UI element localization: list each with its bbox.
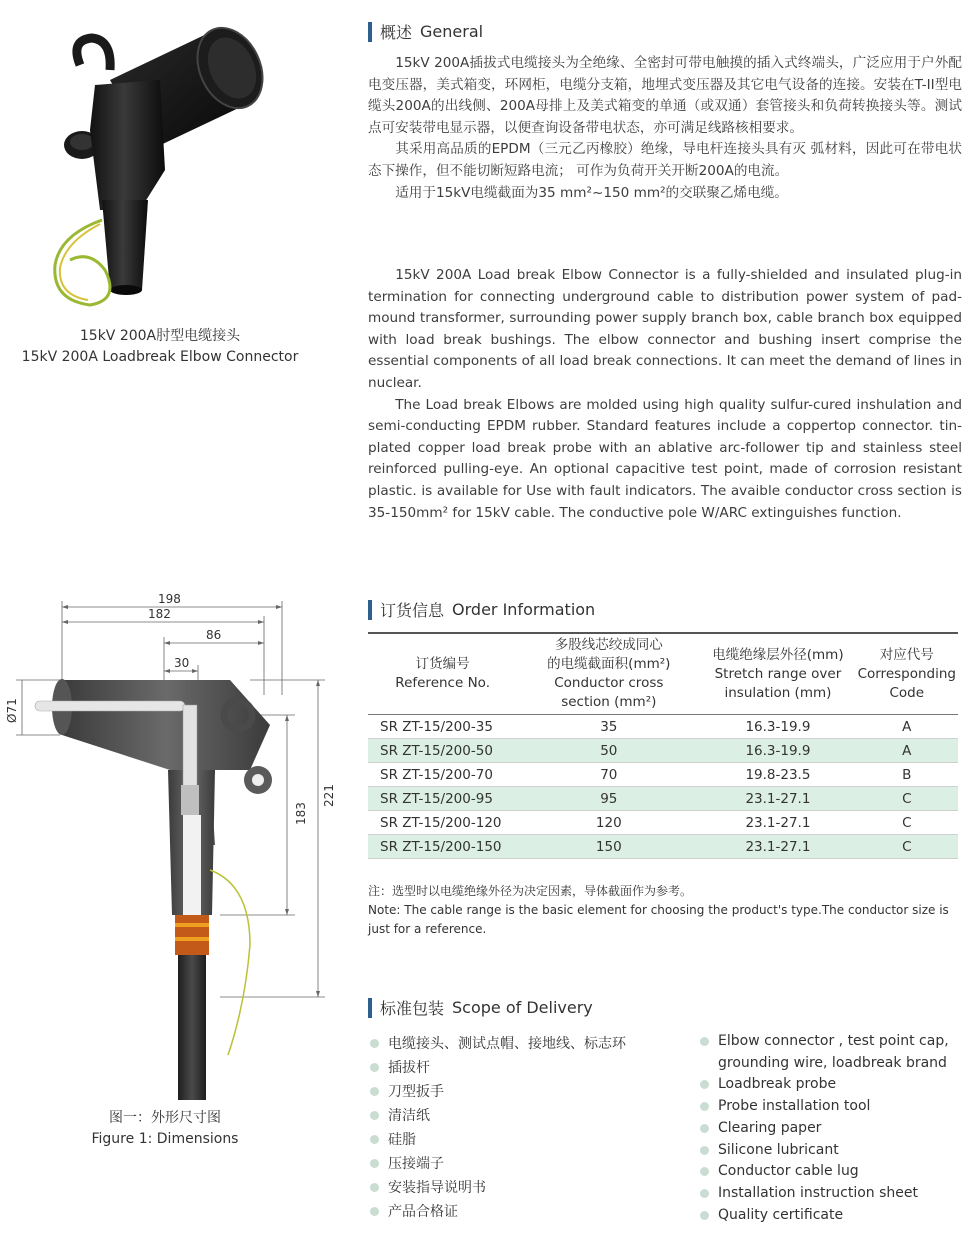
cell-cross: 50 bbox=[517, 739, 700, 763]
cell-code: C bbox=[856, 811, 958, 835]
bullet-icon bbox=[370, 1207, 379, 1216]
cell-code: C bbox=[856, 835, 958, 859]
dim-30: 30 bbox=[174, 656, 190, 670]
general-cn-p1: 15kV 200A插拔式电缆接头为全绝缘、全密封可带电触摸的插入式终端头，广泛应用于户外配电变压器，美式箱变，环网柜，电缆分支箱，地埋式变压器及其它电气设备的连接。安装在T-II型电缆头200A的出线侧、200A母排上及美式箱变的单通（或双通）套管接头和负荷转换接头等。测试点可安装带电显示器，以便查询设备带电状态，亦可满足线路核相要求。 bbox=[368, 55, 962, 136]
bullet-icon bbox=[700, 1211, 709, 1220]
col-code-en1: Corresponding bbox=[857, 665, 956, 682]
dimension-drawing bbox=[0, 585, 350, 1105]
bullet-icon bbox=[370, 1111, 379, 1120]
order-note-en: Note: The cable range is the basic element for choosing the product's type.The conductor size is just for a reference. bbox=[368, 903, 949, 936]
table-row bbox=[368, 787, 958, 811]
list-item-text: Clearing paper bbox=[718, 1119, 822, 1136]
general-title-cn: 概述 bbox=[380, 23, 413, 42]
col-code bbox=[856, 633, 958, 715]
scope-title-en: Scope of Delivery bbox=[452, 998, 593, 1017]
list-item-text: 插拔杆 bbox=[388, 1060, 430, 1076]
cell-code: B bbox=[856, 763, 958, 787]
col-reference-cn: 订货编号 bbox=[415, 656, 470, 672]
col-reference bbox=[368, 633, 517, 715]
bullet-icon bbox=[700, 1167, 709, 1176]
order-note-cn: 注：选型时以电缆绝缘外径为决定因素，导体截面作为参考。 bbox=[368, 884, 693, 898]
list-item bbox=[700, 1096, 949, 1118]
dim-182: 182 bbox=[148, 607, 171, 621]
product-photo bbox=[40, 10, 280, 320]
heading-bar bbox=[368, 600, 372, 620]
cell-code: A bbox=[856, 739, 958, 763]
cell-range: 23.1-27.1 bbox=[700, 835, 855, 859]
product-photo-caption bbox=[0, 326, 320, 368]
list-item-text: grounding wire, loadbreak brand bbox=[718, 1054, 947, 1071]
general-cn-p2: 其采用高品质的EPDM（三元乙丙橡胶）绝缘，导电杆连接头具有灭 弧材料，因此可在带电状态下操作，但不能切断短路电流； 可作为负荷开关开断200A的电流。 bbox=[368, 141, 962, 179]
col-range-cn: 电缆绝缘层外径(mm) bbox=[712, 646, 844, 663]
product-caption-cn: 15kV 200A肘型电缆接头 bbox=[79, 328, 241, 344]
cell-reference: SR ZT-15/200-95 bbox=[368, 787, 517, 811]
dim-221: 221 bbox=[322, 784, 336, 807]
heading-bar bbox=[368, 22, 372, 42]
order-table bbox=[368, 632, 958, 859]
bullet-icon bbox=[370, 1183, 379, 1192]
list-item-text: 清洁纸 bbox=[388, 1108, 430, 1124]
cell-reference: SR ZT-15/200-35 bbox=[368, 715, 517, 739]
list-item bbox=[700, 1183, 949, 1205]
list-item-text: Silicone lubricant bbox=[718, 1141, 839, 1158]
list-item bbox=[700, 1205, 949, 1227]
bullet-icon bbox=[700, 1124, 709, 1133]
cell-cross: 35 bbox=[517, 715, 700, 739]
scope-list-cn bbox=[370, 1032, 626, 1224]
order-heading bbox=[368, 598, 595, 621]
col-cross-cn1: 多股线芯绞成同心 bbox=[554, 637, 663, 653]
scope-list-en bbox=[700, 1031, 949, 1226]
list-item bbox=[370, 1032, 626, 1056]
table-row bbox=[368, 739, 958, 763]
general-cn-text bbox=[368, 53, 962, 204]
list-item bbox=[700, 1074, 949, 1096]
list-item bbox=[370, 1080, 626, 1104]
bullet-icon bbox=[370, 1063, 379, 1072]
cell-code: A bbox=[856, 715, 958, 739]
bullet-icon bbox=[700, 1080, 709, 1089]
list-item bbox=[370, 1056, 626, 1080]
list-item bbox=[370, 1104, 626, 1128]
cell-cross: 120 bbox=[517, 811, 700, 835]
col-stretch-range bbox=[700, 633, 855, 715]
bullet-icon bbox=[370, 1039, 379, 1048]
list-item-text: Quality certificate bbox=[718, 1206, 844, 1223]
cell-reference: SR ZT-15/200-70 bbox=[368, 763, 517, 787]
list-item bbox=[700, 1140, 949, 1162]
list-item-text: Conductor cable lug bbox=[718, 1163, 859, 1180]
col-cross-cn2: 的电缆截面积(mm²) bbox=[547, 656, 671, 672]
list-item-text: Probe installation tool bbox=[718, 1098, 871, 1115]
general-title-en: General bbox=[420, 22, 484, 41]
col-code-cn: 对应代号 bbox=[879, 646, 934, 663]
bullet-icon bbox=[700, 1189, 709, 1198]
list-item-text: Installation instruction sheet bbox=[718, 1184, 919, 1201]
col-range-en1: Stretch range over bbox=[714, 665, 842, 682]
general-heading bbox=[368, 20, 483, 43]
cell-range: 23.1-27.1 bbox=[700, 811, 855, 835]
cell-cross: 95 bbox=[517, 787, 700, 811]
bullet-icon bbox=[700, 1146, 709, 1155]
bullet-icon bbox=[370, 1159, 379, 1168]
dimension-caption-cn: 图一：外形尺寸图 bbox=[109, 1110, 221, 1126]
list-item-text: 刀型扳手 bbox=[388, 1084, 444, 1100]
cell-reference: SR ZT-15/200-120 bbox=[368, 811, 517, 835]
cell-reference: SR ZT-15/200-50 bbox=[368, 739, 517, 763]
list-item bbox=[700, 1161, 949, 1183]
col-code-en2: Code bbox=[889, 684, 925, 701]
cell-range: 16.3-19.9 bbox=[700, 739, 855, 763]
scope-title-cn: 标准包装 bbox=[380, 999, 445, 1018]
cell-cross: 70 bbox=[517, 763, 700, 787]
cell-reference: SR ZT-15/200-150 bbox=[368, 835, 517, 859]
cell-code: C bbox=[856, 787, 958, 811]
col-cross-en2: section (mm²) bbox=[561, 694, 657, 710]
bullet-icon bbox=[370, 1087, 379, 1096]
cell-cross: 150 bbox=[517, 835, 700, 859]
cell-range: 19.8-23.5 bbox=[700, 763, 855, 787]
scope-heading bbox=[368, 996, 593, 1019]
order-note bbox=[368, 882, 962, 939]
table-row bbox=[368, 715, 958, 739]
table-header-row bbox=[368, 633, 958, 715]
dim-198: 198 bbox=[158, 592, 181, 606]
col-cross-section bbox=[517, 633, 700, 715]
general-en-p2: The Load break Elbows are molded using high quality sulfur-cured inshulation and semi-conducting EPDM rubber. Standard features include a coppertop connector. tin-plated copper load break probe with an ablative arc-follower tip and stainless steel reinforced pulling-eye. An optional capacitive test point, made of corrosion resistant plastic. is available for Use with fault indicators. The avaible conductor cross section is 35-150mm² for 15kV cable. The conductive pole W/ARC extinguishes function. bbox=[368, 396, 962, 521]
list-item-text: Loadbreak probe bbox=[718, 1076, 837, 1093]
list-item-text: 压接端子 bbox=[388, 1156, 444, 1172]
col-cross-en1: Conductor cross bbox=[554, 675, 664, 691]
list-item bbox=[700, 1031, 949, 1053]
list-item-text: 电缆接头、测试点帽、接地线、标志环 bbox=[388, 1036, 626, 1052]
list-item bbox=[370, 1128, 626, 1152]
list-item bbox=[370, 1176, 626, 1200]
list-item bbox=[700, 1118, 949, 1140]
general-en-p1: 15kV 200A Load break Elbow Connector is a fully-shielded and insulated plug-in termination for connecting underground cable to distribution power system of pad-mound transformer, surrounding power supply branch box, cable branch box equipped with load break bushings. The elbow connector and bushing insert comprise the essential components of all load break connections. It can meet the demand of lines in nuclear. bbox=[368, 267, 962, 391]
list-item bbox=[370, 1152, 626, 1176]
table-row bbox=[368, 811, 958, 835]
list-item-text: 安装指导说明书 bbox=[388, 1180, 486, 1196]
list-item bbox=[700, 1053, 949, 1075]
dim-86: 86 bbox=[206, 628, 222, 642]
cell-range: 23.1-27.1 bbox=[700, 787, 855, 811]
list-item-text: 硅脂 bbox=[388, 1132, 416, 1148]
col-range-en2: insulation (mm) bbox=[724, 684, 832, 701]
general-en-text bbox=[368, 265, 962, 524]
table-row bbox=[368, 835, 958, 859]
order-title-cn: 订货信息 bbox=[380, 601, 445, 620]
bullet-icon bbox=[700, 1102, 709, 1111]
col-reference-en: Reference No. bbox=[395, 675, 490, 691]
dimension-caption-en: Figure 1: Dimensions bbox=[91, 1131, 239, 1147]
dim-183: 183 bbox=[294, 802, 308, 825]
cell-range: 16.3-19.9 bbox=[700, 715, 855, 739]
list-item-text: Elbow connector , test point cap, bbox=[718, 1033, 949, 1049]
table-row bbox=[368, 763, 958, 787]
list-item bbox=[370, 1200, 626, 1224]
dim-71: Ø71 bbox=[5, 698, 19, 723]
list-item-text: 产品合格证 bbox=[388, 1204, 458, 1220]
order-title-en: Order Information bbox=[452, 600, 596, 619]
bullet-icon bbox=[370, 1135, 379, 1144]
general-cn-p3: 适用于15kV电缆截面为35 mm²~150 mm²的交联聚乙烯电缆。 bbox=[395, 184, 788, 201]
dimension-caption bbox=[0, 1108, 330, 1150]
heading-bar bbox=[368, 998, 372, 1018]
product-caption-en: 15kV 200A Loadbreak Elbow Connector bbox=[21, 349, 299, 365]
bullet-icon bbox=[700, 1037, 709, 1046]
